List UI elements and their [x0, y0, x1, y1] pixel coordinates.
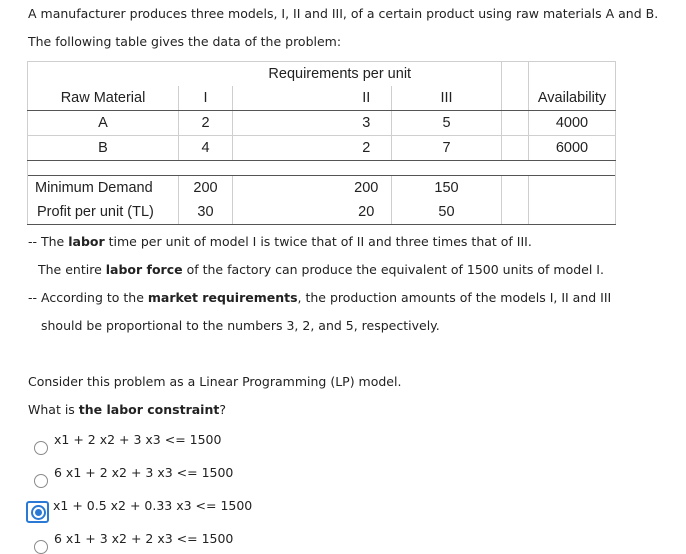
profit-cell: 20 [342, 200, 392, 225]
note-2: The entire labor force of the factory can produce the equivalent of 1500 units of model I. [38, 262, 604, 277]
radio-button[interactable] [34, 540, 48, 554]
model-header: II [342, 86, 392, 111]
material-cell: A [28, 111, 179, 136]
note-3: -- According to the market requirements, the production amounts of the models I, II and III [28, 290, 612, 305]
radio-button[interactable] [34, 441, 48, 455]
radio-button[interactable] [34, 474, 48, 488]
raw-material-header: Raw Material [28, 86, 179, 111]
requirements-header: Requirements per unit [179, 62, 502, 87]
value-cell: 4 [179, 136, 233, 161]
requirements-table [27, 61, 616, 225]
option-label: 6 x1 + 3 x2 + 2 x3 <= 1500 [54, 531, 234, 546]
radio-button-selected[interactable] [31, 505, 46, 520]
intro-line-1: A manufacturer produces three models, I, II and III, of a certain product using raw materials A and B. [28, 6, 659, 21]
min-demand-cell: 150 [392, 176, 502, 201]
availability-header: Availability [529, 86, 616, 111]
option-label: x1 + 0.5 x2 + 0.33 x3 <= 1500 [53, 498, 253, 513]
min-demand-cell: 200 [342, 176, 392, 201]
min-demand-cell: 200 [179, 176, 233, 201]
option-label: x1 + 2 x2 + 3 x3 <= 1500 [54, 432, 222, 447]
question-text: What is the labor constraint? [28, 402, 226, 417]
availability-cell: 4000 [529, 111, 616, 136]
profit-label: Profit per unit (TL) [28, 200, 179, 225]
value-cell: 2 [342, 136, 392, 161]
intro-line-2: The following table gives the data of the problem: [28, 34, 342, 49]
profit-cell: 30 [179, 200, 233, 225]
value-cell: 2 [179, 111, 233, 136]
note-4: should be proportional to the numbers 3, 2, and 5, respectively. [41, 318, 440, 333]
question-intro: Consider this problem as a Linear Programming (LP) model. [28, 374, 402, 389]
note-1: -- The labor time per unit of model I is twice that of II and three times that of III. [28, 234, 532, 249]
model-header: III [392, 86, 502, 111]
value-cell: 3 [342, 111, 392, 136]
material-cell: B [28, 136, 179, 161]
profit-cell: 50 [392, 200, 502, 225]
availability-cell: 6000 [529, 136, 616, 161]
value-cell: 7 [392, 136, 502, 161]
model-header: I [179, 86, 233, 111]
min-demand-label: Minimum Demand [28, 176, 179, 201]
option-label: 6 x1 + 2 x2 + 3 x3 <= 1500 [54, 465, 234, 480]
value-cell: 5 [392, 111, 502, 136]
